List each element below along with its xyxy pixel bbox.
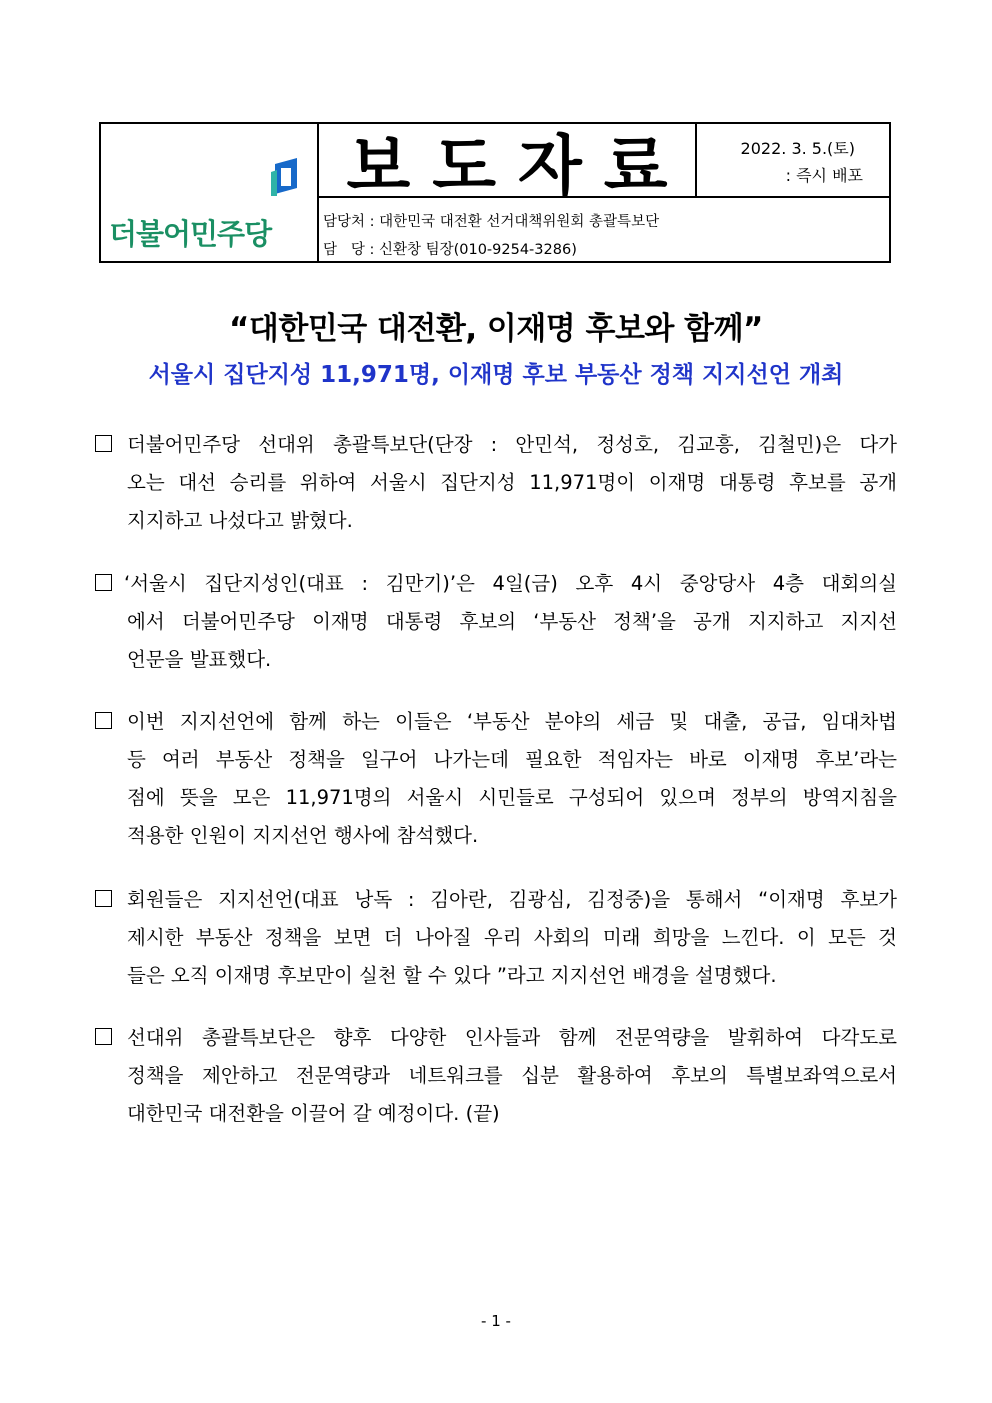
headline: “대한민국 대전환, 이재명 후보와 함께” — [229, 311, 763, 347]
paragraph-line: 등 여러 부동산 정책을 일구어 나가는데 필요한 적임자는 바로 이재명 후보’라는 — [127, 748, 897, 771]
paragraph-line: 지지하고 나섰다고 밝혔다. — [127, 509, 353, 532]
paragraph-line: 이번 지지선언에 함께 하는 이들은 ‘부동산 분야의 세금 및 대출, 공급, 임대차법 — [127, 710, 897, 733]
title-cell — [319, 124, 697, 205]
paragraph-line: 적용한 인원이 지지선언 행사에 참석했다. — [127, 824, 479, 847]
paragraph-line: 제시한 부동산 정책을 보면 더 나아질 우리 사회의 미래 희망을 느낀다. 이 모든 것 — [127, 926, 897, 949]
paragraph-line: 더불어민주당 선대위 총괄특보단(단장 : 안민석, 정성호, 김교흥, 김철민)은 다가 — [127, 433, 897, 456]
subheadline: 서울시 집단지성 11,971명, 이재명 후보 부동산 정책 지지선언 개최 — [148, 362, 844, 388]
checkbox-bullet-icon — [95, 712, 112, 729]
page-number: - 1 - — [481, 1312, 511, 1330]
paragraph-line: 오는 대선 승리를 위하여 서울시 집단지성 11,971명이 이재명 대통령 후보를 공개 — [127, 471, 897, 494]
checkbox-bullet-icon — [95, 1028, 112, 1045]
paragraph-line: 선대위 총괄특보단은 향후 다양한 인사들과 함께 전문역량을 발휘하여 다각도로 — [127, 1026, 897, 1049]
party-logo-mark-icon — [271, 158, 301, 196]
paragraph-line: 정책을 제안하고 전문역량과 네트워크를 십분 활용하여 후보의 특별보좌역으로서 — [127, 1064, 897, 1087]
paragraph-line: 들은 오직 이재명 후보만이 실천 할 수 있다 ”라고 지지선언 배경을 설명했다. — [127, 964, 777, 987]
checkbox-bullet-icon — [95, 890, 112, 907]
release-timing: : 즉시 배포 — [785, 166, 863, 185]
contact-info — [319, 198, 889, 261]
paragraph-line: 대한민국 대전환을 이끌어 갈 예정이다. (끝) — [127, 1102, 500, 1125]
paragraph-line: 에서 더불어민주당 이재명 대통령 후보의 ‘부동산 정책’을 공개 지지하고 지지선 — [127, 610, 897, 633]
paragraph-line: 회원들은 지지선언(대표 낭독 : 김아란, 김광심, 김정중)을 통해서 “이재명 후보가 — [127, 888, 897, 911]
paragraph-line: ‘서울시 집단지성인(대표 : 김만기)’은 4일(금) 오후 4시 중앙당사 4층 대회의실 — [124, 572, 897, 595]
paragraph-line: 언문을 발표했다. — [127, 648, 272, 671]
date-cell — [697, 124, 889, 198]
paragraph-line: 점에 뜻을 모은 11,971명의 서울시 시민들로 구성되어 있으며 정부의 방역지침을 — [127, 786, 897, 809]
checkbox-bullet-icon — [95, 435, 112, 452]
party-logo — [101, 124, 319, 261]
checkbox-bullet-icon — [95, 574, 112, 591]
contact-department: 담당처 : 대한민국 대전환 선거대책위원회 총괄특보단 — [323, 214, 660, 230]
release-date: 2022. 3. 5.(토) — [740, 139, 855, 158]
party-name: 더불어민주당 — [109, 217, 272, 251]
contact-person: 담 당 : 신환창 팀장(010-9254-3286) — [323, 242, 577, 258]
press-release-title: 보도자료 — [346, 127, 690, 205]
press-release-header — [99, 122, 891, 263]
